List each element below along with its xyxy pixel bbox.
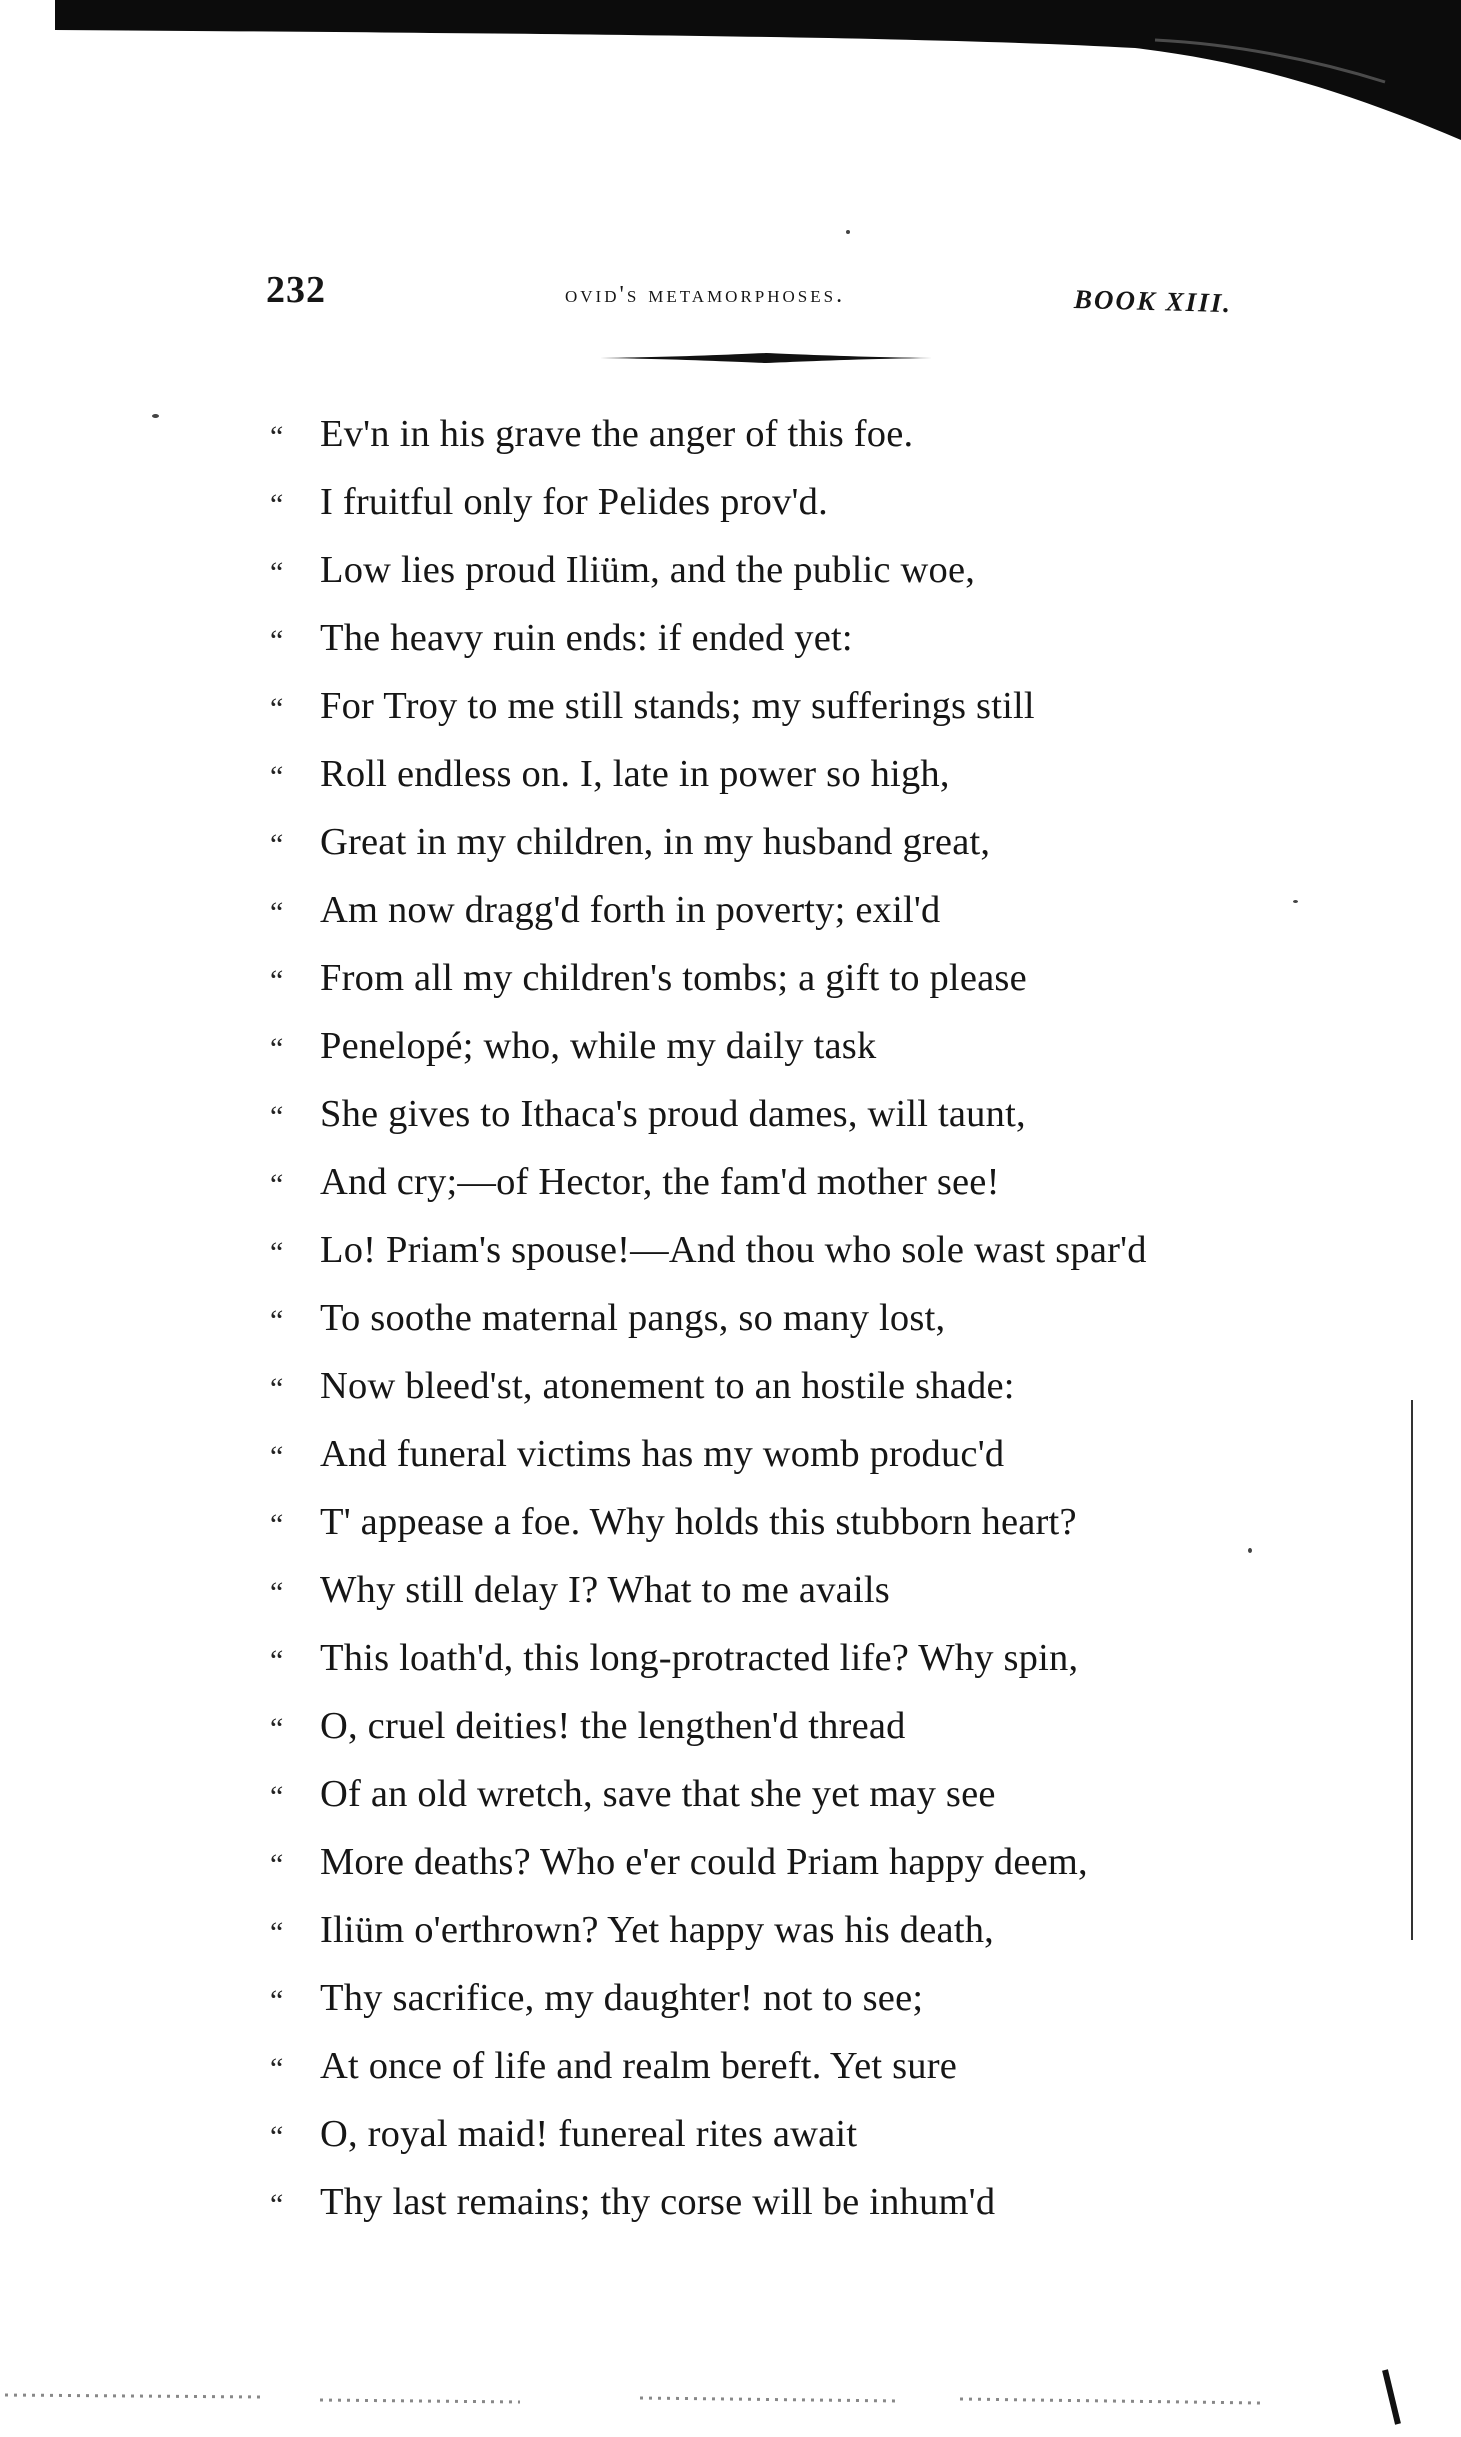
verse-line <box>270 2032 1290 2100</box>
verse-line-text: O, royal maid! funereal rites await <box>320 2113 858 2155</box>
verse-line-text: Now bleed'st, atonement to an hostile shade: <box>320 1365 1015 1407</box>
running-title: ovid's metamorphoses. <box>565 282 846 308</box>
verse-line <box>270 1012 1290 1080</box>
scan-edge-line <box>1411 1400 1413 1940</box>
page-top-shadow <box>55 0 1461 140</box>
verse-line-text: Thy sacrifice, my daughter! not to see; <box>320 1977 924 2019</box>
verse-line <box>270 808 1290 876</box>
verse-line <box>270 2100 1290 2168</box>
book-label: BOOK XIII. <box>1073 284 1233 319</box>
verse-line-text: The heavy ruin ends: if ended yet: <box>320 617 853 659</box>
verse-line-text: And cry;—of Hector, the fam'd mother see! <box>320 1161 1000 1203</box>
quote-mark: “ <box>270 760 283 793</box>
verse-line-text: And funeral victims has my womb produc'd <box>320 1433 1005 1475</box>
verse-line <box>270 400 1290 468</box>
quote-mark: “ <box>270 896 283 929</box>
ink-speck <box>1293 900 1298 903</box>
quote-mark: “ <box>270 1984 283 2017</box>
verse-line-text: Why still delay I? What to me avails <box>320 1569 890 1611</box>
verse-line-text: At once of life and realm bereft. Yet sure <box>320 2045 958 2087</box>
quote-mark: “ <box>270 1168 283 1201</box>
verse-line <box>270 1964 1290 2032</box>
quote-mark: “ <box>270 1100 283 1133</box>
verse-line <box>270 604 1290 672</box>
quote-mark: “ <box>270 1712 283 1745</box>
verse-line <box>270 1760 1290 1828</box>
quote-mark: “ <box>270 1440 283 1473</box>
quote-mark: “ <box>270 1576 283 1609</box>
verse-line-text: From all my children's tombs; a gift to please <box>320 957 1027 999</box>
verse-line-text: Lo! Priam's spouse!—And thou who sole wast spar'd <box>320 1229 1147 1271</box>
ink-speck <box>846 230 850 234</box>
quote-mark: “ <box>270 2188 283 2221</box>
quote-mark: “ <box>270 1916 283 1949</box>
verse-line <box>270 1216 1290 1284</box>
verse-line-text: For Troy to me still stands; my sufferings still <box>320 685 1035 727</box>
verse-line <box>270 740 1290 808</box>
quote-mark: “ <box>270 488 283 521</box>
quote-mark: “ <box>270 556 283 589</box>
quote-mark: “ <box>270 964 283 997</box>
bottom-scan-noise <box>0 2360 1461 2437</box>
verse-line-text: Of an old wretch, save that she yet may see <box>320 1773 996 1815</box>
verse-line <box>270 1624 1290 1692</box>
quote-mark: “ <box>270 2052 283 2085</box>
verse-line <box>270 536 1290 604</box>
verse-line-text: O, cruel deities! the lengthen'd thread <box>320 1705 906 1747</box>
quote-mark: “ <box>270 828 283 861</box>
verse-line-text: T' appease a foe. Why holds this stubborn heart? <box>320 1501 1077 1543</box>
verse-line-text: Iliüm o'erthrown? Yet happy was his death, <box>320 1909 995 1951</box>
verse-line-text: Ev'n in his grave the anger of this foe. <box>320 413 914 455</box>
verse-line <box>270 672 1290 740</box>
verse-line-text: To soothe maternal pangs, so many lost, <box>320 1297 946 1339</box>
verse-line <box>270 876 1290 944</box>
verse-line-text: She gives to Ithaca's proud dames, will taunt, <box>320 1093 1026 1135</box>
quote-mark: “ <box>270 1236 283 1269</box>
verse-line-text: Thy last remains; thy corse will be inhum'd <box>320 2181 996 2223</box>
verse-line-text: This loath'd, this long-protracted life? Why spin, <box>320 1637 1079 1679</box>
quote-mark: “ <box>270 692 283 725</box>
verse-line <box>270 1556 1290 1624</box>
verse-line-text: Low lies proud Iliüm, and the public woe, <box>320 549 976 591</box>
quote-mark: “ <box>270 2120 283 2153</box>
verse-line <box>270 1284 1290 1352</box>
verse-line-text: Penelopé; who, while my daily task <box>320 1025 877 1067</box>
running-header <box>0 268 1461 328</box>
quote-mark: “ <box>270 1780 283 1813</box>
verse-line <box>270 1080 1290 1148</box>
quote-mark: “ <box>270 1032 283 1065</box>
verse-line-text: Great in my children, in my husband great, <box>320 821 991 863</box>
ink-speck <box>152 414 159 418</box>
quote-mark: “ <box>270 1508 283 1541</box>
verse-line <box>270 944 1290 1012</box>
verse-line <box>270 1828 1290 1896</box>
quote-mark: “ <box>270 1372 283 1405</box>
ink-speck <box>1248 1548 1252 1553</box>
page-number: 232 <box>266 269 326 311</box>
verse-line <box>270 1148 1290 1216</box>
quote-mark: “ <box>270 1644 283 1677</box>
verse-block <box>270 400 1290 2236</box>
verse-line-text: Roll endless on. I, late in power so high, <box>320 753 950 795</box>
verse-line <box>270 1488 1290 1556</box>
quote-mark: “ <box>270 420 283 453</box>
verse-line-text: I fruitful only for Pelides prov'd. <box>320 481 828 523</box>
header-ornament-rule <box>600 352 932 364</box>
verse-line <box>270 2168 1290 2236</box>
verse-line-text: More deaths? Who e'er could Priam happy deem, <box>320 1841 1088 1883</box>
verse-line <box>270 1692 1290 1760</box>
verse-line <box>270 1352 1290 1420</box>
verse-line <box>270 468 1290 536</box>
verse-line <box>270 1896 1290 1964</box>
verse-line-text: Am now dragg'd forth in poverty; exil'd <box>320 889 941 931</box>
verse-line <box>270 1420 1290 1488</box>
quote-mark: “ <box>270 1304 283 1337</box>
quote-mark: “ <box>270 1848 283 1881</box>
quote-mark: “ <box>270 624 283 657</box>
